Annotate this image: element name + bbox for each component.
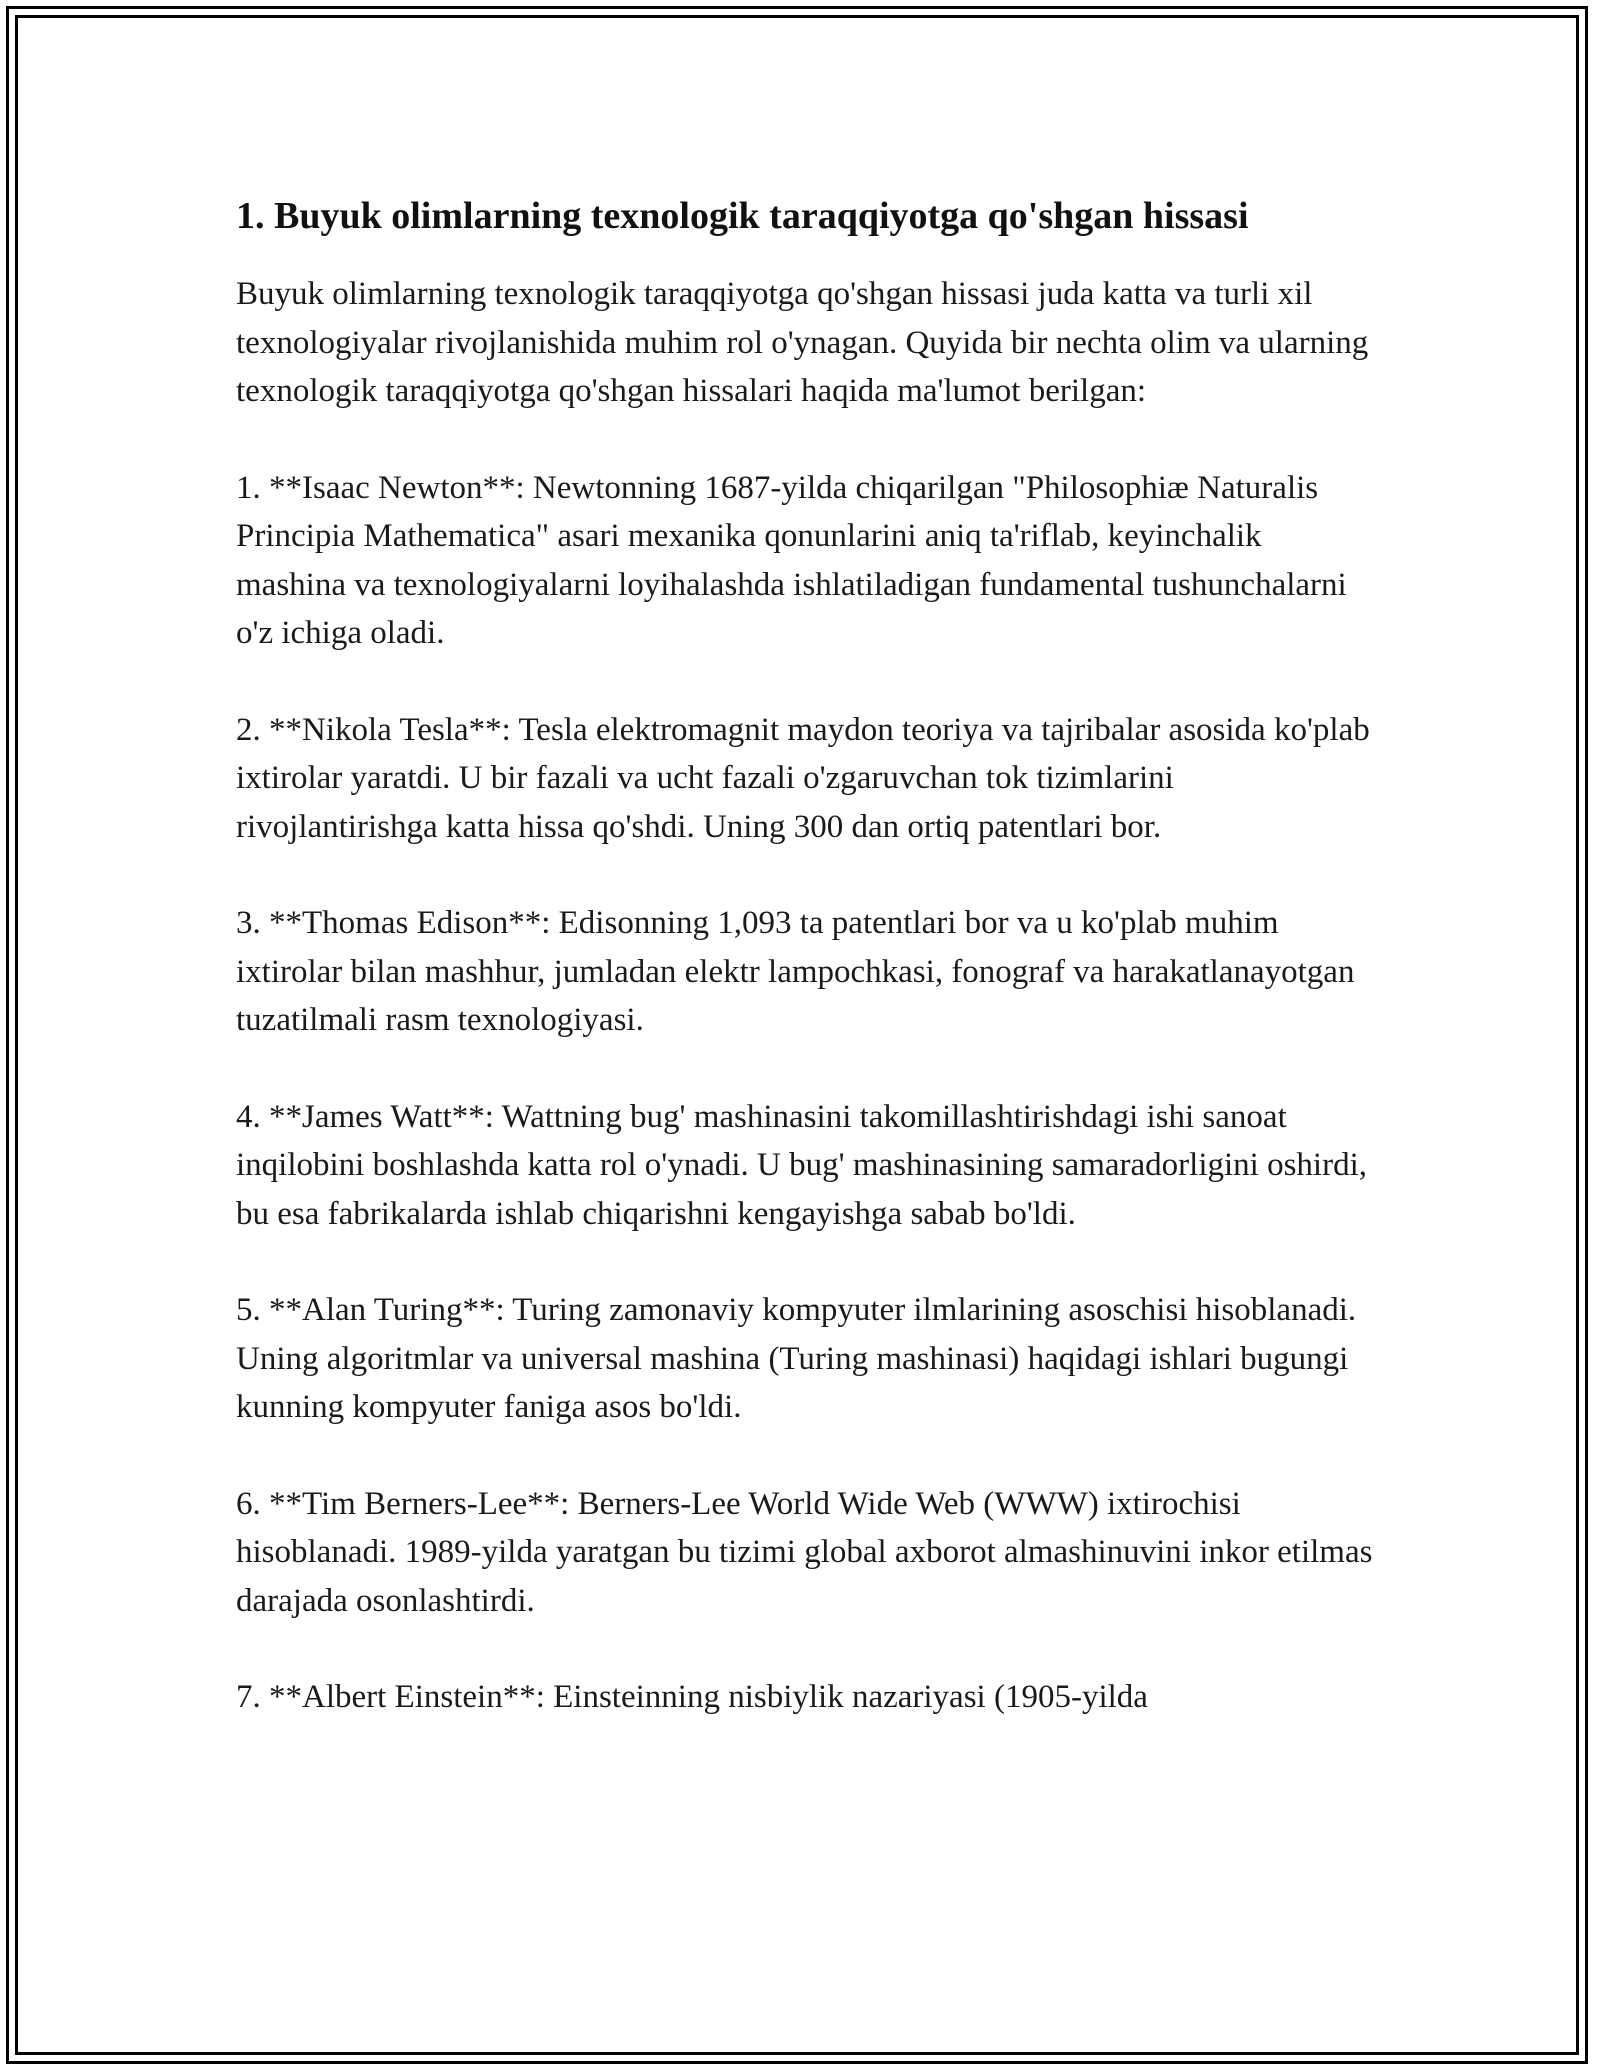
list-item-newton: 1. **Isaac Newton**: Newtonning 1687-yilda chiqarilgan "Philosophiæ Naturalis Principia Mathematica" asari mexanika qonunlarini aniq ta'riflab, keyinchalik mashina va texnologiyalarni loyihalashda ishlatiladigan fundamental tushunchalarni o'z ichiga oladi.	[236, 469, 1347, 651]
document-body	[236, 190, 1376, 1722]
list-item-watt: 4. **James Watt**: Wattning bug' mashinasini takomillashtirishdagi ishi sanoat inqilobini boshlashda katta rol o'ynadi. U bug' mashinasining samaradorligini oshirdi, bu esa fabrikalarda ishlab chiqarishni kengayishga sabab bo'ldi.	[236, 1098, 1367, 1232]
list-item-edison: 3. **Thomas Edison**: Edisonning 1,093 ta patentlari bor va u ko'plab muhim ixtirolar bilan mashhur, jumladan elektr lampochkasi, fonograf va harakatlanayotgan tuzatilmali rasm texnologiyasi.	[236, 905, 1355, 1038]
intro-paragraph: Buyuk olimlarning texnologik taraqqiyotga qo'shgan hissasi juda katta va turli xil texnologiyalar rivojlanishida muhim rol o'ynagan. Quyida bir nechta olim va ularning texnologik taraqqiyotga qo'shgan hissalari haqida ma'lumot berilgan:	[236, 276, 1369, 409]
list-item-einstein: 7. **Albert Einstein**: Einsteinning nisbiylik nazariyasi (1905-yilda	[236, 1679, 1148, 1715]
document-title: 1. Buyuk olimlarning texnologik taraqqiyotga qo'shgan hissasi	[236, 195, 1249, 237]
list-item-berners-lee: 6. **Tim Berners-Lee**: Berners-Lee World Wide Web (WWW) ixtirochisi hisoblanadi. 1989-yilda yaratgan bu tizimi global axborot almashinuvini inkor etilmas darajada osonlashtirdi.	[236, 1485, 1373, 1619]
list-item-tesla: 2. **Nikola Tesla**: Tesla elektromagnit maydon teoriya va tajribalar asosida ko'plab ixtirolar yaratdi. U bir fazali va ucht fazali o'zgaruvchan tok tizimlarini rivojlantirishga katta hissa qo'shdi. Uning 300 dan ortiq patentlari bor.	[236, 711, 1370, 845]
list-item-turing: 5. **Alan Turing**: Turing zamonaviy kompyuter ilmlarining asoschisi hisoblanadi. Uning algoritmlar va universal mashina (Turing mashinasi) haqidagi ishlari bugungi kunning kompyuter faniga asos bo'ldi.	[236, 1292, 1357, 1425]
